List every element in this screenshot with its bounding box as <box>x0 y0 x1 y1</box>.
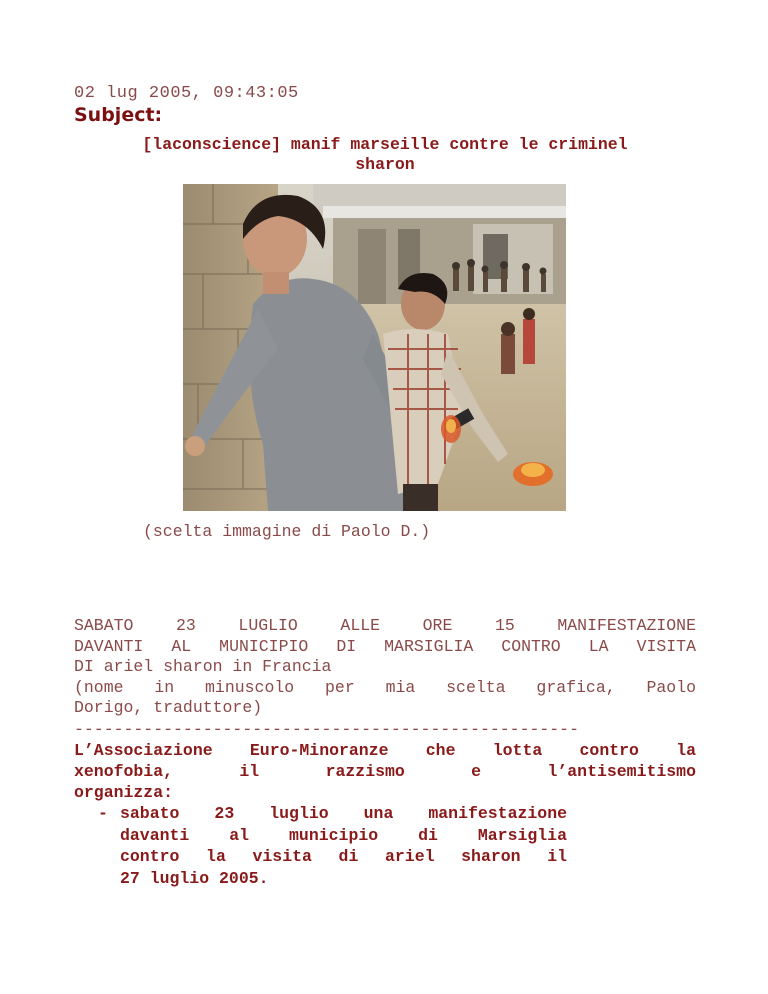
bullet-line-3: contro la visita di ariel sharon il <box>120 847 567 866</box>
announcement-line-5: Dorigo, traduttore) <box>74 698 263 717</box>
subject-label: Subject: <box>74 104 163 126</box>
bullet-line-2: davanti al municipio di Marsiglia <box>120 825 567 845</box>
association-line-2: xenofobia, il razzismo e l’antisemitismo <box>74 762 696 781</box>
separator-line: --------------------------------------------------- <box>74 720 579 739</box>
bullet-line-4: 27 luglio 2005. <box>120 868 269 888</box>
message-date: 02 lug 2005, 09:43:05 <box>74 84 299 103</box>
protest-photo <box>183 184 566 511</box>
announcement-line-4: (nome in minuscolo per mia scelta grafica, Paolo <box>74 677 696 697</box>
announcement-block <box>74 616 696 719</box>
announcement-line-3: DI ariel sharon in Francia <box>74 657 332 676</box>
subject-text-line-2: sharon <box>355 155 415 174</box>
subject-text <box>74 135 696 175</box>
protest-photo-illustration <box>183 184 566 511</box>
announcement-line-1: SABATO 23 LUGLIO ALLE ORE 15 MANIFESTAZIONE <box>74 616 696 635</box>
association-line-3: organizza: <box>74 783 174 802</box>
announcement-line-2: DAVANTI AL MUNICIPIO DI MARSIGLIA CONTRO LA VISITA <box>74 636 696 656</box>
bullet-marker: - <box>98 804 108 823</box>
association-line-1: L’Associazione Euro-Minoranze che lotta contro la <box>74 741 696 760</box>
association-block <box>74 740 696 803</box>
bullet-item <box>120 803 567 889</box>
subject-text-line-1: [laconscience] manif marseille contre le criminel <box>142 135 628 154</box>
photo-caption: (scelta immagine di Paolo D.) <box>143 522 431 541</box>
bullet-line-1: sabato 23 luglio una manifestazione <box>120 804 567 823</box>
